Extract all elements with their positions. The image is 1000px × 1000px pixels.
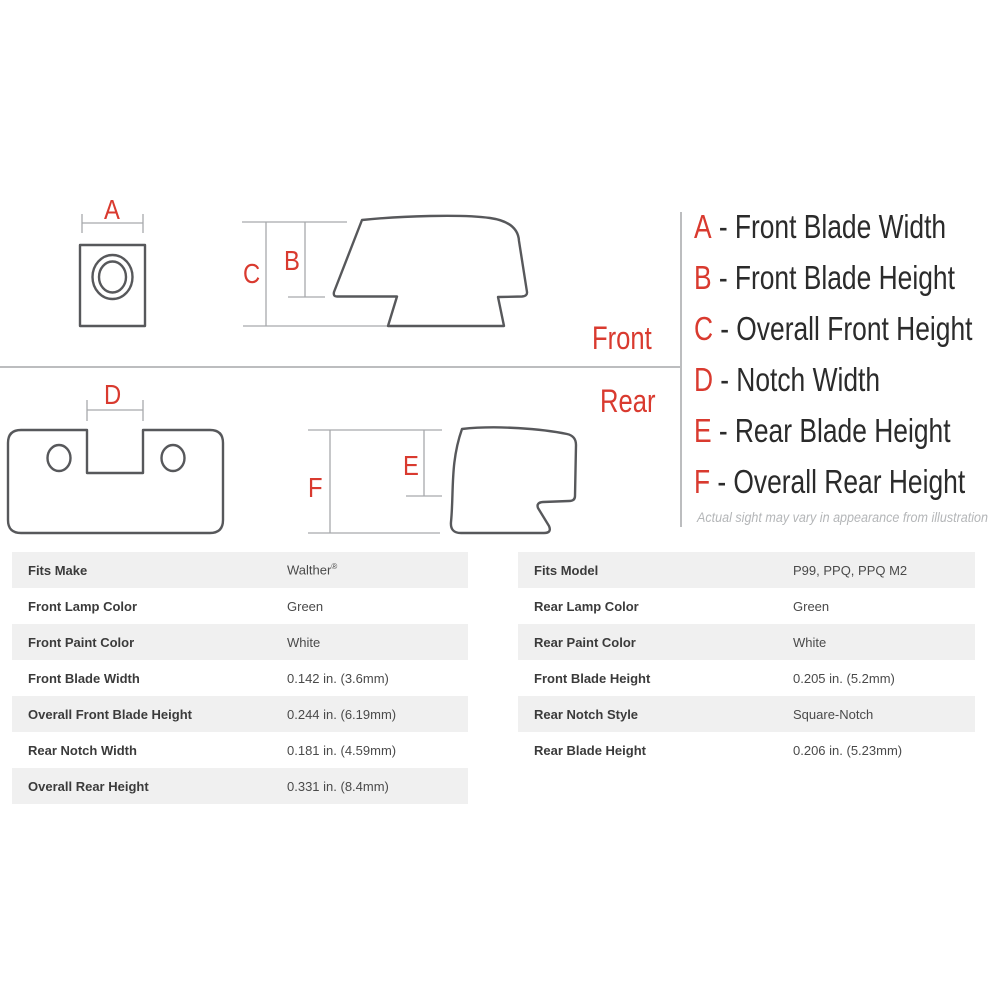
legend-separator: - [720,310,730,347]
spec-value: White [793,634,827,650]
registered-mark: ® [331,562,338,572]
spec-table-left [12,552,468,804]
spec-row [12,768,468,804]
spec-label: Overall Front Blade Height [28,706,192,722]
spec-row [518,552,975,588]
spec-row [518,660,975,696]
legend-key: F [694,463,711,500]
dim-letter-e: E [403,450,419,481]
dim-letter-f: F [308,472,323,503]
legend-label: Rear Blade Height [734,412,951,449]
spec-label: Front Blade Height [534,670,651,686]
spec-value: 0.205 in. (5.2mm) [793,670,895,686]
legend-key: A [694,208,712,245]
spec-row [12,552,468,588]
spec-row [12,732,468,768]
legend-item [694,363,880,397]
spec-value: P99, PPQ, PPQ M2 [793,562,908,578]
spec-label: Fits Model [534,562,599,578]
spec-label: Rear Lamp Color [534,598,639,614]
spec-label: Overall Rear Height [28,778,149,794]
front-sight-lamp-inner [99,262,126,293]
spec-row [518,696,975,732]
legend-separator: - [717,463,727,500]
front-section-label: Front [592,320,652,356]
spec-label: Fits Make [28,562,88,578]
spec-value-text: Walther [287,562,332,578]
legend-key: C [694,310,714,347]
spec-label: Front Paint Color [28,634,135,650]
front-sight-side-profile [334,216,527,326]
spec-table-right [518,552,975,768]
legend-label: Notch Width [736,361,881,398]
rear-sight-lamp-left [48,445,71,471]
spec-row [12,588,468,624]
spec-label: Front Blade Width [28,670,140,686]
legend-item [694,465,965,499]
rear-sight-lamp-right [162,445,185,471]
spec-value: 0.331 in. (8.4mm) [287,778,389,794]
spec-value [287,562,337,577]
spec-row [12,624,468,660]
vertical-divider [680,212,682,527]
legend-label: Front Blade Width [734,208,947,245]
legend-key: B [694,259,712,296]
rear-section-label: Rear [600,383,656,419]
dimension-legend [694,210,994,510]
spec-label: Rear Blade Height [534,742,646,758]
legend-separator: - [720,361,730,398]
horizontal-divider [0,366,681,368]
dim-letter-d: D [104,379,122,410]
spec-label: Front Lamp Color [28,598,138,614]
legend-separator: - [718,208,728,245]
spec-value: White [287,634,321,650]
spec-row [518,624,975,660]
dim-letter-c: C [243,258,261,289]
dim-letter-a: A [104,194,120,225]
spec-row [518,732,975,768]
rear-sight-front-view [8,430,223,533]
legend-separator: - [718,259,728,296]
legend-separator: - [718,412,728,449]
spec-value: Green [287,598,324,614]
spec-value: Green [793,598,830,614]
legend-key: E [694,412,712,449]
spec-row [12,696,468,732]
spec-row [518,588,975,624]
legend-label: Overall Rear Height [733,463,966,500]
legend-label: Overall Front Height [736,310,973,347]
rear-sight-side-profile [451,427,576,533]
spec-value: 0.244 in. (6.19mm) [287,706,397,722]
dim-letter-b: B [284,245,300,276]
spec-value: 0.181 in. (4.59mm) [287,742,397,758]
legend-key: D [694,361,714,398]
legend-item [694,414,951,448]
legend-item [694,210,946,244]
spec-value: 0.206 in. (5.23mm) [793,742,903,758]
legend-item [694,261,955,295]
spec-value: 0.142 in. (3.6mm) [287,670,389,686]
spec-label: Rear Paint Color [534,634,636,650]
spec-label: Rear Notch Width [28,742,137,758]
legend-item [694,312,973,346]
spec-value: Square-Notch [793,706,874,722]
spec-label: Rear Notch Style [534,706,639,722]
spec-row [12,660,468,696]
sight-dimension-diagram [0,190,680,540]
disclaimer-text: Actual sight may vary in appearance from illustration [697,510,989,525]
legend-label: Front Blade Height [734,259,955,296]
